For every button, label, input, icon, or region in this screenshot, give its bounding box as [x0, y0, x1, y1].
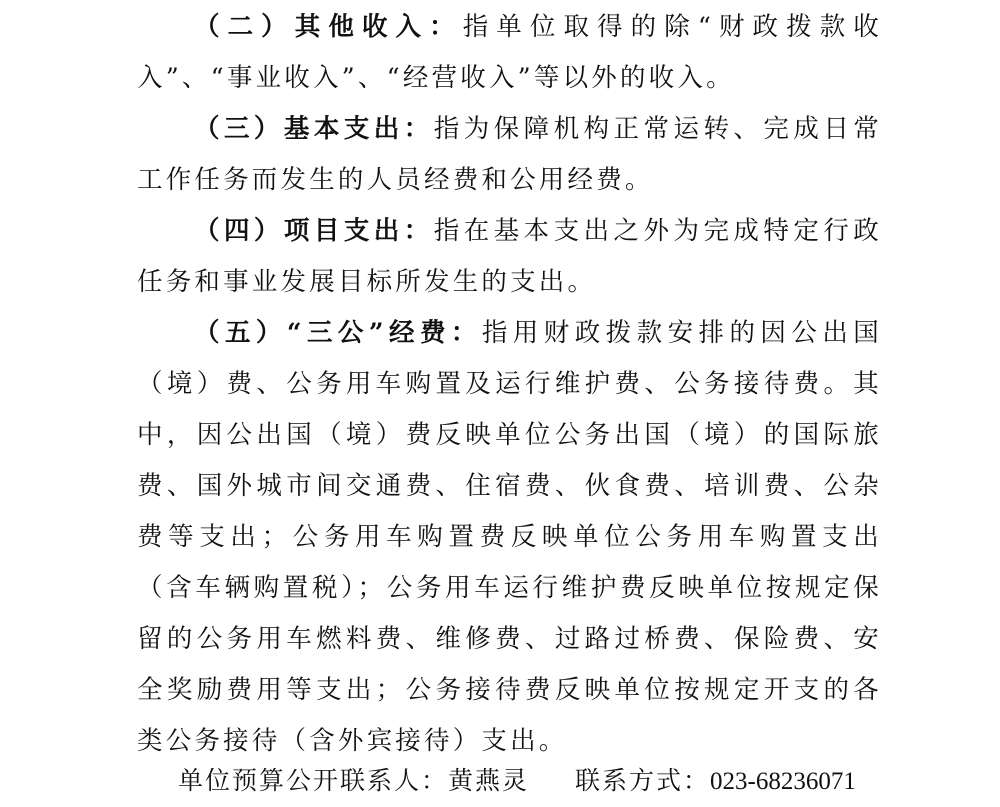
- contact-person-name: 黄燕灵: [448, 766, 530, 795]
- definition-text: 指在基本支出之外为完成特定行政任务和事业发展目标所发生的支出。: [137, 216, 882, 297]
- definition-basic-expenditure: [137, 104, 882, 206]
- contact-info: [178, 761, 856, 802]
- definition-text: 指单位取得的除“财政拨款收入”、“事业收入”、“经营收入”等以外的收入。: [137, 12, 882, 93]
- definition-term: （三）基本支出：: [194, 114, 434, 144]
- definition-three-public-expenses: [137, 308, 882, 767]
- definition-text: 指为保障机构正常运转、完成日常工作任务而发生的人员经费和公用经费。: [137, 114, 882, 195]
- contact-phone: 023-68236071: [710, 768, 856, 795]
- contact-method-label: 联系方式：: [575, 766, 711, 795]
- definition-other-income: [137, 2, 882, 104]
- definition-term: （二）其他收入：: [194, 12, 463, 42]
- definition-project-expenditure: [137, 206, 882, 308]
- definition-text: 指用财政拨款安排的因公出国（境）费、公务用车购置及运行维护费、公务接待费。其中，因公出国（境）费反映单位公务出国（境）的国际旅费、国外城市间交通费、住宿费、伙食费、培训费、公杂费等支出；公务用车购置费反映单位公务用车购置支出（含车辆购置税）；公务用车运行维护费反映单位按规定保留的公务用车燃料费、维修费、过路过桥费、保险费、安全奖励费用等支出；公务接待费反映单位按规定开支的各类公务接待（含外宾接待）支出。: [137, 318, 882, 756]
- definition-term: （五）“三公”经费：: [194, 318, 482, 348]
- definition-term: （四）项目支出：: [194, 216, 434, 246]
- contact-person-label: 单位预算公开联系人：: [178, 766, 449, 795]
